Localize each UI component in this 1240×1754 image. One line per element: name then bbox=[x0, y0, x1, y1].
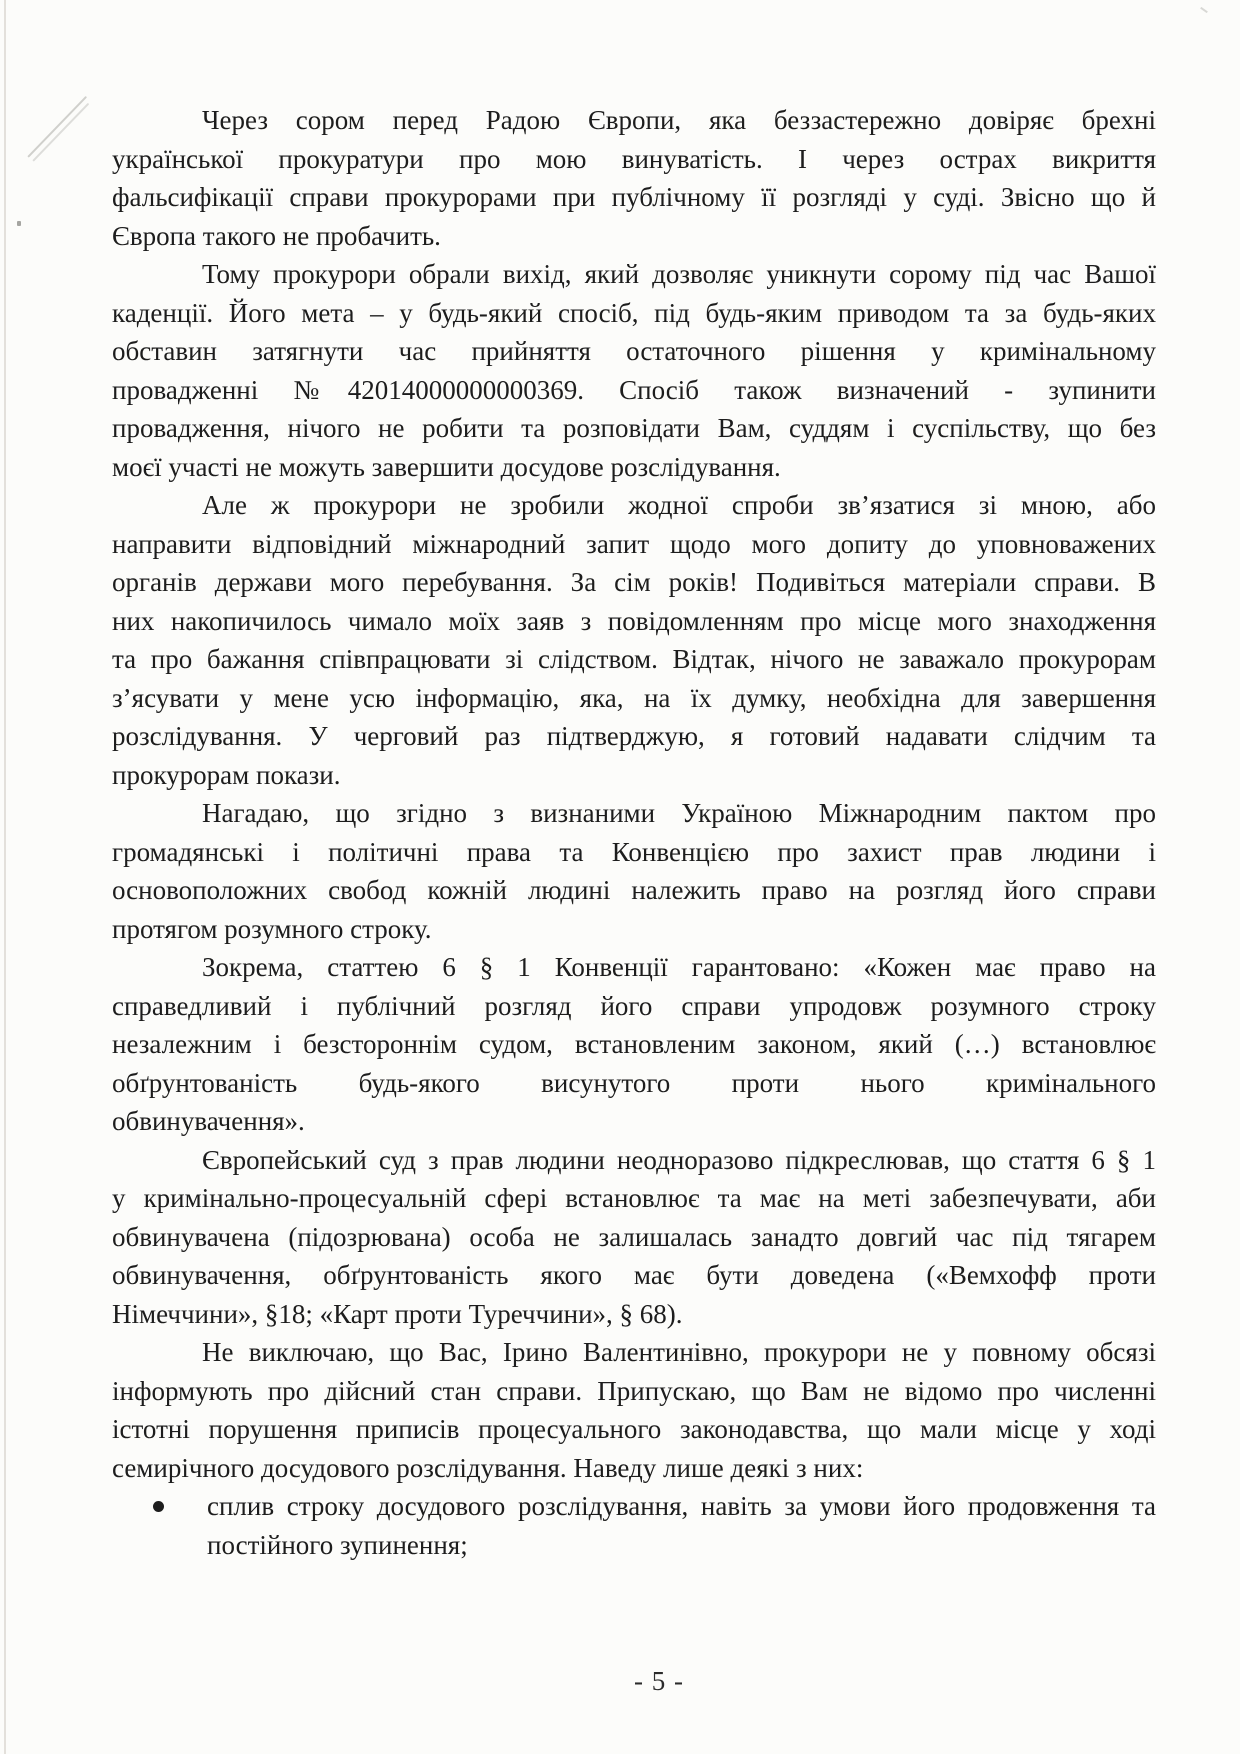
text-line: Зокрема, статтею 6 § 1 Конвенції гарантовано: «Кожен має право на bbox=[202, 952, 1156, 982]
text-line: каденції. Його мета – у будь-який спосіб, під будь-яким приводом та за будь-яких bbox=[112, 297, 1156, 328]
text-line: справедливий і публічний розгляд його справи упродовж розумного строку bbox=[112, 990, 1156, 1021]
text-line: розслідування. У черговий раз підтверджую, я готовий надавати слідчим та bbox=[112, 721, 1156, 751]
text-line: інформують про дійсний стан справи. Припускаю, що Вам не відомо про численні bbox=[112, 1375, 1156, 1406]
text-line: обставин затягнути час прийняття остаточного рішення у кримінальному bbox=[112, 336, 1156, 366]
text-line: фальсифікації справи прокурорами при публічному її розгляді у суді. Звісно що й bbox=[112, 182, 1156, 212]
text-line: з’ясувати у мене усю інформацію, яка, на їх думку, необхідна для завершення bbox=[112, 682, 1156, 713]
text-line: провадження, нічого не робити та розповідати Вам, суддям і суспільству, що без bbox=[112, 413, 1156, 443]
text-line: направити відповідний міжнародний запит щодо мого допиту до уповноважених bbox=[112, 528, 1156, 559]
scan-corner-mark bbox=[1200, 7, 1208, 13]
text-line: постійного зупинення; bbox=[207, 1529, 468, 1560]
paragraph bbox=[112, 794, 1156, 948]
text-line: Європа такого не пробачить. bbox=[112, 220, 441, 251]
text-line: сплив строку досудового розслідування, навіть за умови його продовження та bbox=[207, 1491, 1156, 1521]
paragraph bbox=[112, 948, 1156, 1141]
text-line: Європейський суд з прав людини неодноразово підкреслював, що стаття 6 § 1 bbox=[202, 1144, 1156, 1175]
text-line: основоположних свобод кожній людині належить право на розгляд його справи bbox=[112, 875, 1156, 905]
text-line: протягом розумного строку. bbox=[112, 913, 432, 944]
text-line: них накопичилось чимало моїх заяв з повідомленням про місце мого знаходження bbox=[112, 605, 1156, 636]
page-number: - 5 - bbox=[634, 1666, 684, 1696]
text-line: у кримінально-процесуальній сфері встановлює та має на меті забезпечувати, аби bbox=[112, 1183, 1156, 1213]
text-line: обвинувачення». bbox=[112, 1106, 305, 1136]
text-line: семирічного досудового розслідування. Наведу лише деякі з них: bbox=[112, 1452, 864, 1483]
scan-mark-slash bbox=[27, 96, 87, 158]
document-body bbox=[112, 101, 1156, 1564]
scan-speck bbox=[17, 221, 21, 226]
text-line: Тому прокурори обрали вихід, який дозволяє уникнути сорому під час Вашої bbox=[202, 259, 1156, 289]
text-line: обвинувачена (підозрювана) особа не залишалась занадто довгий час під тягарем bbox=[112, 1221, 1156, 1252]
text-line: Не виключаю, що Вас, Ірино Валентинівно, прокурори не у повному обсязі bbox=[202, 1337, 1156, 1367]
paragraph bbox=[112, 1333, 1156, 1487]
text-line: органів держави мого перебування. За сім років! Подивіться матеріали справи. В bbox=[112, 567, 1156, 597]
text-line: та про бажання співпрацювати зі слідством. Відтак, нічого не заважало прокурорам bbox=[112, 644, 1156, 674]
text-line: прокурорам покази. bbox=[112, 759, 341, 790]
text-line: провадженні №42014000000000369. Спосіб також визначений - зупинити bbox=[112, 374, 1156, 405]
text-line: громадянські і політичні права та Конвенцією про захист прав людини і bbox=[112, 836, 1156, 867]
text-line: української прокуратури про мою винуватість. І через острах викриття bbox=[112, 143, 1156, 174]
text-line: моєї участі не можуть завершити досудове розслідування. bbox=[112, 451, 781, 482]
paragraph bbox=[112, 1141, 1156, 1334]
text-line: незалежним і безстороннім судом, встановленим законом, який (…) встановлює bbox=[112, 1029, 1156, 1059]
text-line: Але ж прокурори не зробили жодної спроби зв’язатися зі мною, або bbox=[202, 490, 1156, 520]
text-line: обґрунтованість будь-якого висунутого проти нього кримінального bbox=[112, 1067, 1156, 1098]
text-line: істотні порушення приписів процесуального законодавства, що мали місце у ході bbox=[112, 1414, 1156, 1444]
paragraph bbox=[112, 255, 1156, 486]
text-line: обвинувачення, обґрунтованість якого має бути доведена («Вемхофф проти bbox=[112, 1260, 1156, 1290]
paragraph bbox=[112, 486, 1156, 794]
text-line: Нагадаю, що згідно з визнаними Україною Міжнародним пактом про bbox=[202, 798, 1156, 828]
text-line: Німеччини», §18; «Карт проти Туреччини», § 68). bbox=[112, 1298, 683, 1329]
bullet-item bbox=[112, 1487, 1156, 1564]
bullet-icon bbox=[153, 1501, 164, 1512]
scan-edge-line bbox=[4, 0, 6, 1754]
scan-mark-slash bbox=[32, 103, 89, 162]
text-line: Через сором перед Радою Європи, яка беззастережно довіряє брехні bbox=[202, 105, 1156, 135]
paragraph bbox=[112, 101, 1156, 255]
